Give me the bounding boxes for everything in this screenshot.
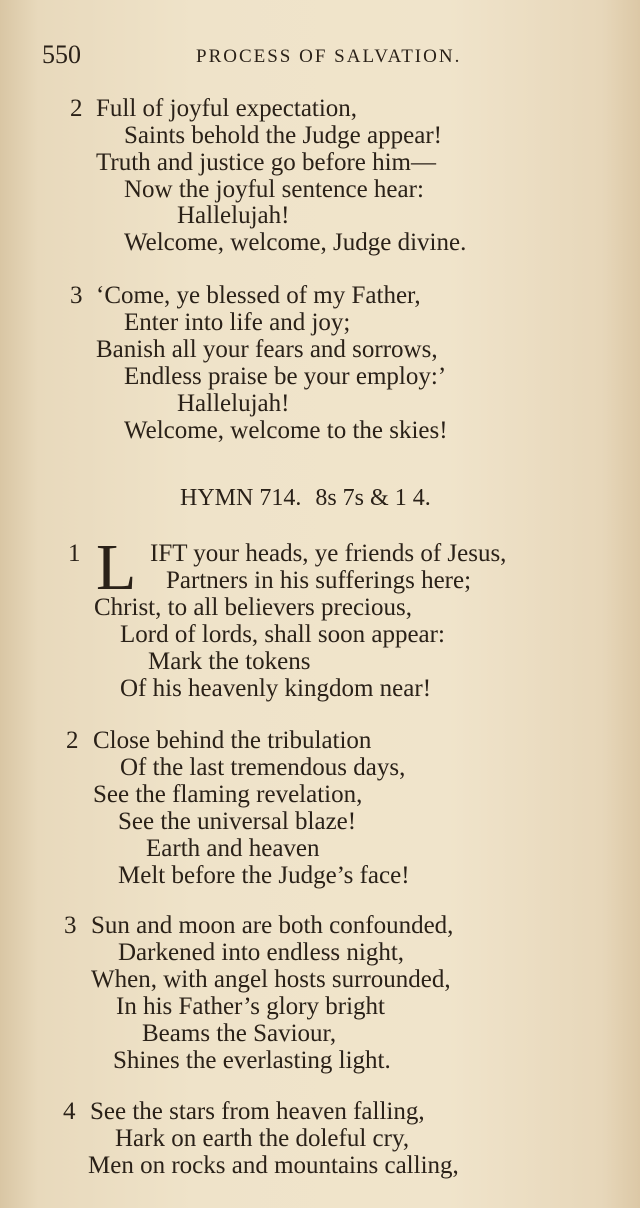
verse-line: Now the joyful sentence hear: — [124, 176, 424, 203]
verse-line: Partners in his sufferings here; — [166, 567, 472, 594]
page-number: 550 — [42, 40, 81, 69]
verse-line: See the flaming revelation, — [93, 781, 363, 808]
verse-line: Enter into life and joy; — [124, 309, 351, 336]
verse-line: Sun and moon are both confounded, — [91, 912, 454, 939]
stanza-number: 3 — [64, 912, 77, 939]
verse-line: See the stars from heaven falling, — [90, 1098, 425, 1125]
verse-line: Men on rocks and mountains calling, — [88, 1152, 459, 1179]
verse-line: See the universal blaze! — [118, 808, 357, 835]
verse-line: Of his heavenly kingdom near! — [120, 675, 432, 702]
verse-line: Hallelujah! — [177, 202, 290, 229]
hymn-number: HYMN 714. — [180, 485, 302, 511]
verse-line: Banish all your fears and sorrows, — [96, 336, 438, 363]
verse-line: Hallelujah! — [177, 390, 290, 417]
verse-line: Christ, to all believers precious, — [94, 594, 412, 621]
verse-line: Lord of lords, shall soon appear: — [120, 621, 445, 648]
verse-line: Shines the everlasting light. — [113, 1047, 391, 1074]
verse-line: Endless praise be your employ:’ — [124, 363, 447, 390]
verse-line: Mark the tokens — [148, 648, 311, 675]
verse-line: When, with angel hosts surrounded, — [91, 966, 451, 993]
stanza-number: 3 — [70, 282, 83, 309]
verse-line: Saints behold the Judge appear! — [124, 122, 442, 149]
stanza-number: 2 — [66, 727, 79, 754]
verse-line: Melt before the Judge’s face! — [118, 862, 410, 889]
verse-line: Welcome, welcome to the skies! — [124, 417, 448, 444]
hymn-meter: 8s 7s & 1 4. — [315, 485, 431, 511]
running-title: PROCESS OF SALVATION. — [196, 46, 462, 67]
drop-cap: L — [96, 531, 137, 604]
page-header — [42, 40, 602, 80]
verse-line: Truth and justice go before him— — [96, 149, 437, 176]
verse-line: Beams the Saviour, — [142, 1020, 337, 1047]
verse-line: Of the last tremendous days, — [120, 754, 406, 781]
verse-line: Hark on earth the doleful cry, — [115, 1125, 410, 1152]
verse-line: Full of joyful expectation, — [96, 95, 358, 122]
verse-line: Welcome, welcome, Judge divine. — [124, 229, 467, 256]
verse-line: ‘Come, ye blessed of my Father, — [96, 282, 421, 309]
verse-line: IFT your heads, ye friends of Jesus, — [150, 540, 507, 567]
stanza-number: 1 — [68, 540, 81, 567]
stanza-number: 4 — [63, 1098, 76, 1125]
verse-line: Close behind the tribulation — [93, 727, 372, 754]
verse-line: Darkened into endless night, — [118, 939, 405, 966]
verse-line: In his Father’s glory bright — [116, 993, 385, 1020]
hymn-heading — [180, 485, 431, 512]
stanza-number: 2 — [70, 95, 83, 122]
verse-line: Earth and heaven — [146, 835, 320, 862]
